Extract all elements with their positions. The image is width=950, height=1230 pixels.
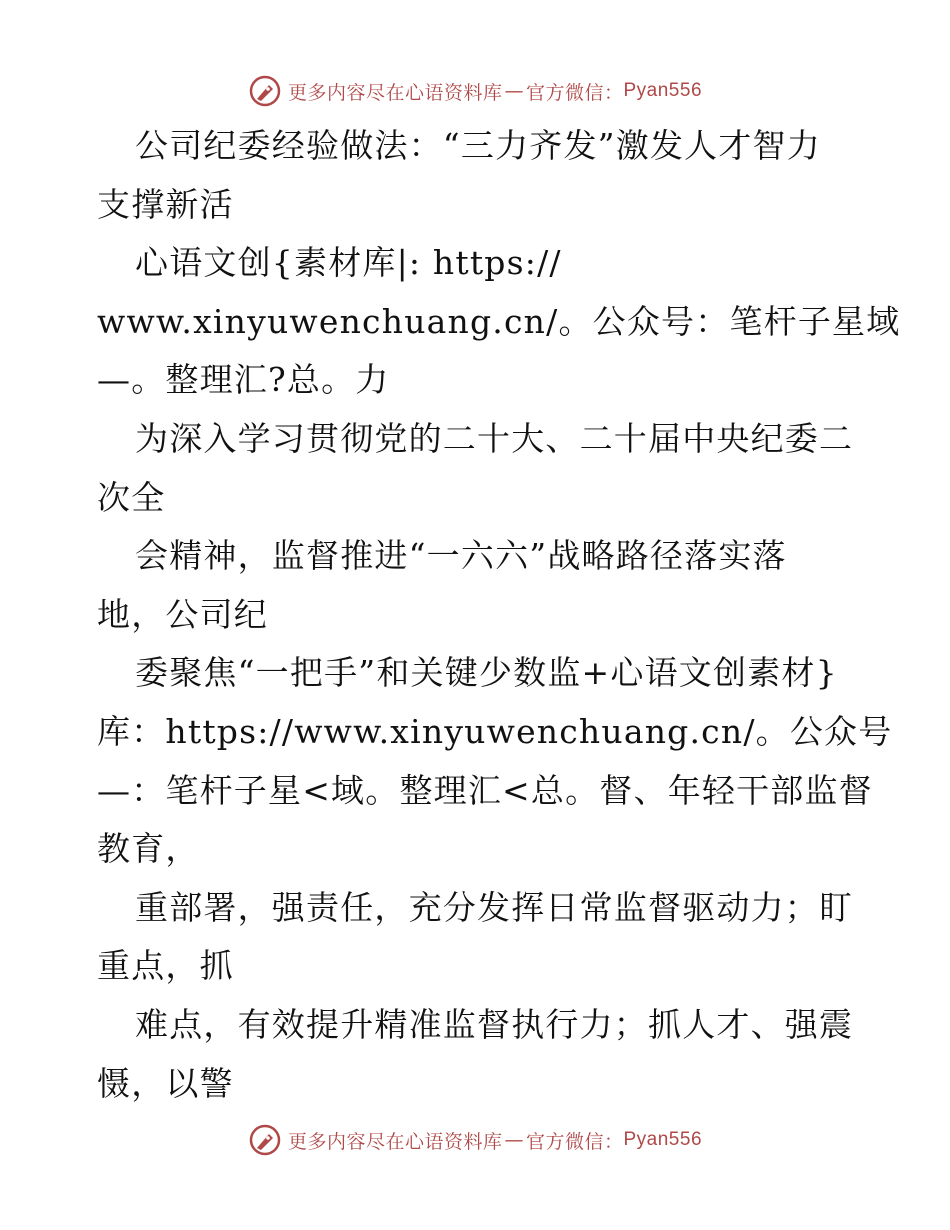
watermark-wechat-id: Pyan556 — [623, 80, 703, 101]
watermark-text: 更多内容尽在心语资料库 — [287, 81, 503, 104]
watermark-separator: — — [504, 80, 524, 102]
body-text-line: 公司纪委经验做法：“三力齐发”激发人才智力 — [135, 126, 821, 165]
body-text-line: www.xinyuwenchuang.cn/。公众号：笔杆子星域 — [97, 301, 901, 341]
watermark-wechat-id: Pyan556 — [623, 1129, 703, 1150]
pen-nib-logo-icon — [248, 74, 282, 108]
body-text-line: 次全 — [97, 477, 166, 517]
body-text-line: 库：https://www.xinyuwenchuang.cn/。公众号 — [97, 711, 893, 751]
body-text-line: 会精神，监督推进“一六六”战略路径落实落 — [135, 536, 787, 576]
watermark-official-label: 官方微信： — [525, 81, 624, 104]
body-text-line: 难点，有效提升精准监督执行力；抓人才、强震 — [135, 1004, 854, 1044]
document-body — [97, 117, 901, 1113]
body-text-line: 重点，抓 — [97, 946, 234, 986]
body-text-line: 委聚焦“一把手”和关键少数监+心语文创素材} — [135, 653, 838, 693]
body-text-line: 心语文创{素材库|: https:// — [135, 243, 562, 283]
footer-watermark — [0, 1123, 950, 1157]
body-text-line: 教育， — [97, 829, 200, 869]
body-text-line: 为深入学习贯彻党的二十大、二十届中央纪委二 — [135, 418, 854, 458]
watermark-official-label: 官方微信： — [525, 1130, 624, 1153]
body-text-line: 支撑新活 — [97, 184, 234, 224]
body-text-line: 地，公司纪 — [97, 594, 268, 634]
pen-nib-logo-icon — [248, 1123, 282, 1157]
watermark-separator: — — [504, 1129, 524, 1151]
body-text-line: 重部署，强责任，充分发挥日常监督驱动力；盯 — [135, 887, 854, 927]
body-text-line: —。整理汇?总。力 — [97, 360, 390, 400]
watermark-text: 更多内容尽在心语资料库 — [287, 1130, 503, 1153]
header-watermark — [0, 74, 950, 108]
body-text-line: —：笔杆子星<域。整理汇<总。督、年轻干部监督 — [97, 770, 873, 810]
body-text-line: 慑，以警 — [97, 1063, 234, 1103]
